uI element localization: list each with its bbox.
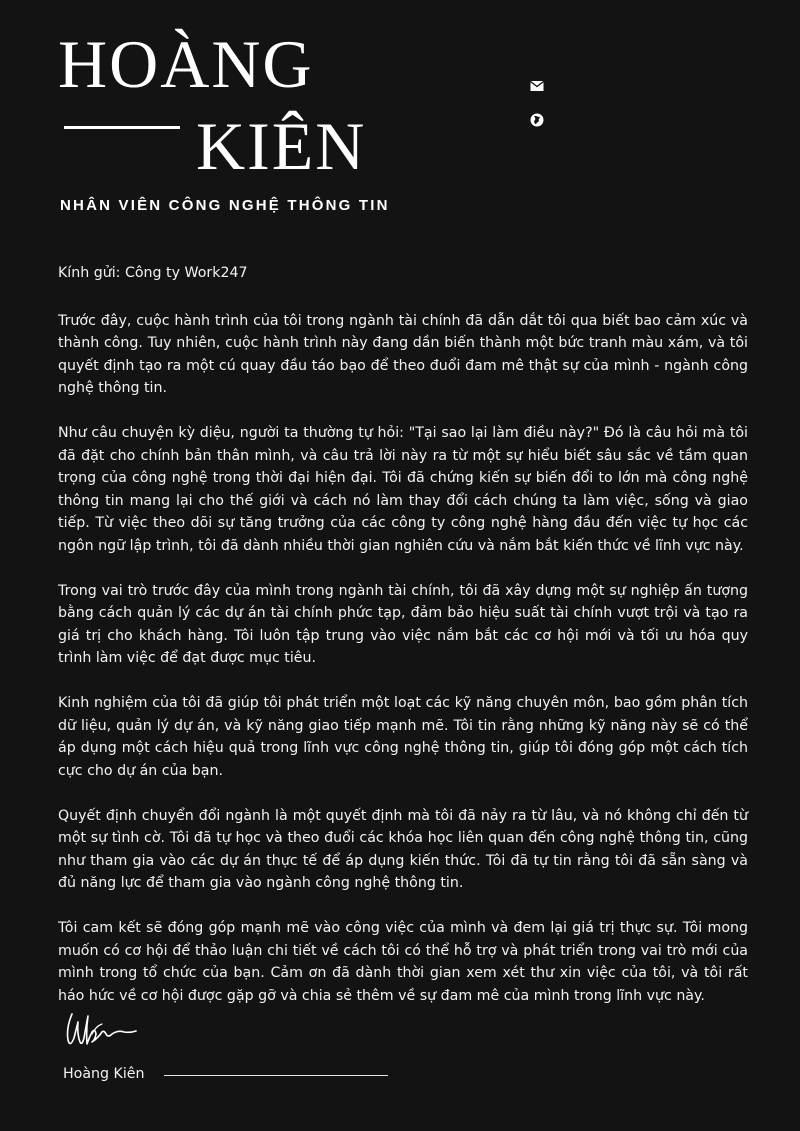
letter-paragraph-5: Quyết định chuyển đổi ngành là một quyết định mà tôi đã nảy ra từ lâu, và nó không chỉ đến từ một sự tình cờ. Tôi đã tự học và theo đuổi các khóa học liên quan đến công nghệ thông tin, cũng như tham gia vào các dự án thực tế để áp dụng kiến thức. Tôi đã tự tin rằng tôi đã sẵn sàng và đủ năng lực để tham gia vào ngành công nghệ thông tin. bbox=[58, 807, 748, 891]
name-first: HOÀNG bbox=[58, 26, 314, 102]
letter-paragraph-1: Trước đây, cuộc hành trình của tôi trong ngành tài chính đã dẫn dắt tôi qua biết bao cảm xúc và thành công. Tuy nhiên, cuộc hành trình này đang dần biến thành một bức tranh màu xám, và tôi quyết định tạo ra một cú quay đầu táo bạo để theo đuổi đam mê thật sự của mình - ngành công nghệ thông tin. bbox=[58, 312, 748, 396]
globe-icon[interactable] bbox=[530, 113, 544, 127]
letter-paragraph-3: Trong vai trò trước đây của mình trong ngành tài chính, tôi đã xây dựng một sự nghiệp ấn tượng bằng cách quản lý các dự án tài chính phức tạp, đảm bảo hiệu suất tài chính vượt trội và tạo ra giá trị cho khách hàng. Tôi luôn tập trung vào việc nắm bắt các cơ hội mới và tối ưu hóa quy trình làm việc để đạt được mục tiêu. bbox=[58, 582, 748, 666]
name-last: KIÊN bbox=[196, 108, 367, 184]
letter-body bbox=[58, 262, 748, 1030]
letter-paragraph-6: Tôi cam kết sẽ đóng góp mạnh mẽ vào công việc của mình và đem lại giá trị thực sự. Tôi mong muốn có cơ hội để thảo luận chi tiết về cách tôi có thể hỗ trợ và phát triển trong vai trò mới của mình trong tổ chức của bạn. Cảm ơn đã dành thời gian xem xét thư xin việc của tôi, và tôi rất háo hức về cơ hội được gặp gỡ và chia sẻ thêm về sự đam mê của mình trong lĩnh vực này. bbox=[58, 920, 748, 1004]
signature-line bbox=[164, 1075, 388, 1076]
handwritten-signature bbox=[62, 1008, 142, 1054]
letter-paragraph-2: Như câu chuyện kỳ diệu, người ta thường tự hỏi: "Tại sao lại làm điều này?" Đó là câu hỏi mà tôi đã đặt cho chính bản thân mình, và câu trả lời này ra từ một sự hiểu biết sâu sắc về tầm quan trọng của công nghệ trong thời đại hiện đại. Tôi đã chứng kiến sự biến đổi to lớn mà công nghệ thông tin mang lại cho thế giới và cách nó làm thay đổi cách chúng ta làm việc, sống và giao tiếp. Từ việc theo dõi sự tăng trưởng của các công ty công nghệ hàng đầu đến việc tự học các ngôn ngữ lập trình, tôi đã dành nhiều thời gian nghiên cứu và nắm bắt kiến thức về lĩnh vực này. bbox=[58, 425, 748, 554]
letter-header bbox=[0, 0, 800, 240]
mail-icon[interactable] bbox=[530, 79, 544, 93]
signer-name: Hoàng Kiên bbox=[63, 1066, 145, 1082]
name-divider bbox=[64, 126, 180, 129]
letter-paragraph-4: Kinh nghiệm của tôi đã giúp tôi phát triển một loạt các kỹ năng chuyên môn, bao gồm phân tích dữ liệu, quản lý dự án, và kỹ năng giao tiếp mạnh mẽ. Tôi tin rằng những kỹ năng này sẽ có thể áp dụng một cách hiệu quả trong lĩnh vực công nghệ thông tin, giúp tôi đóng góp một cách tích cực cho dự án của bạn. bbox=[58, 695, 748, 779]
job-title: NHÂN VIÊN CÔNG NGHỆ THÔNG TIN bbox=[60, 197, 390, 214]
salutation: Kính gửi: Công ty Work247 bbox=[58, 265, 248, 281]
